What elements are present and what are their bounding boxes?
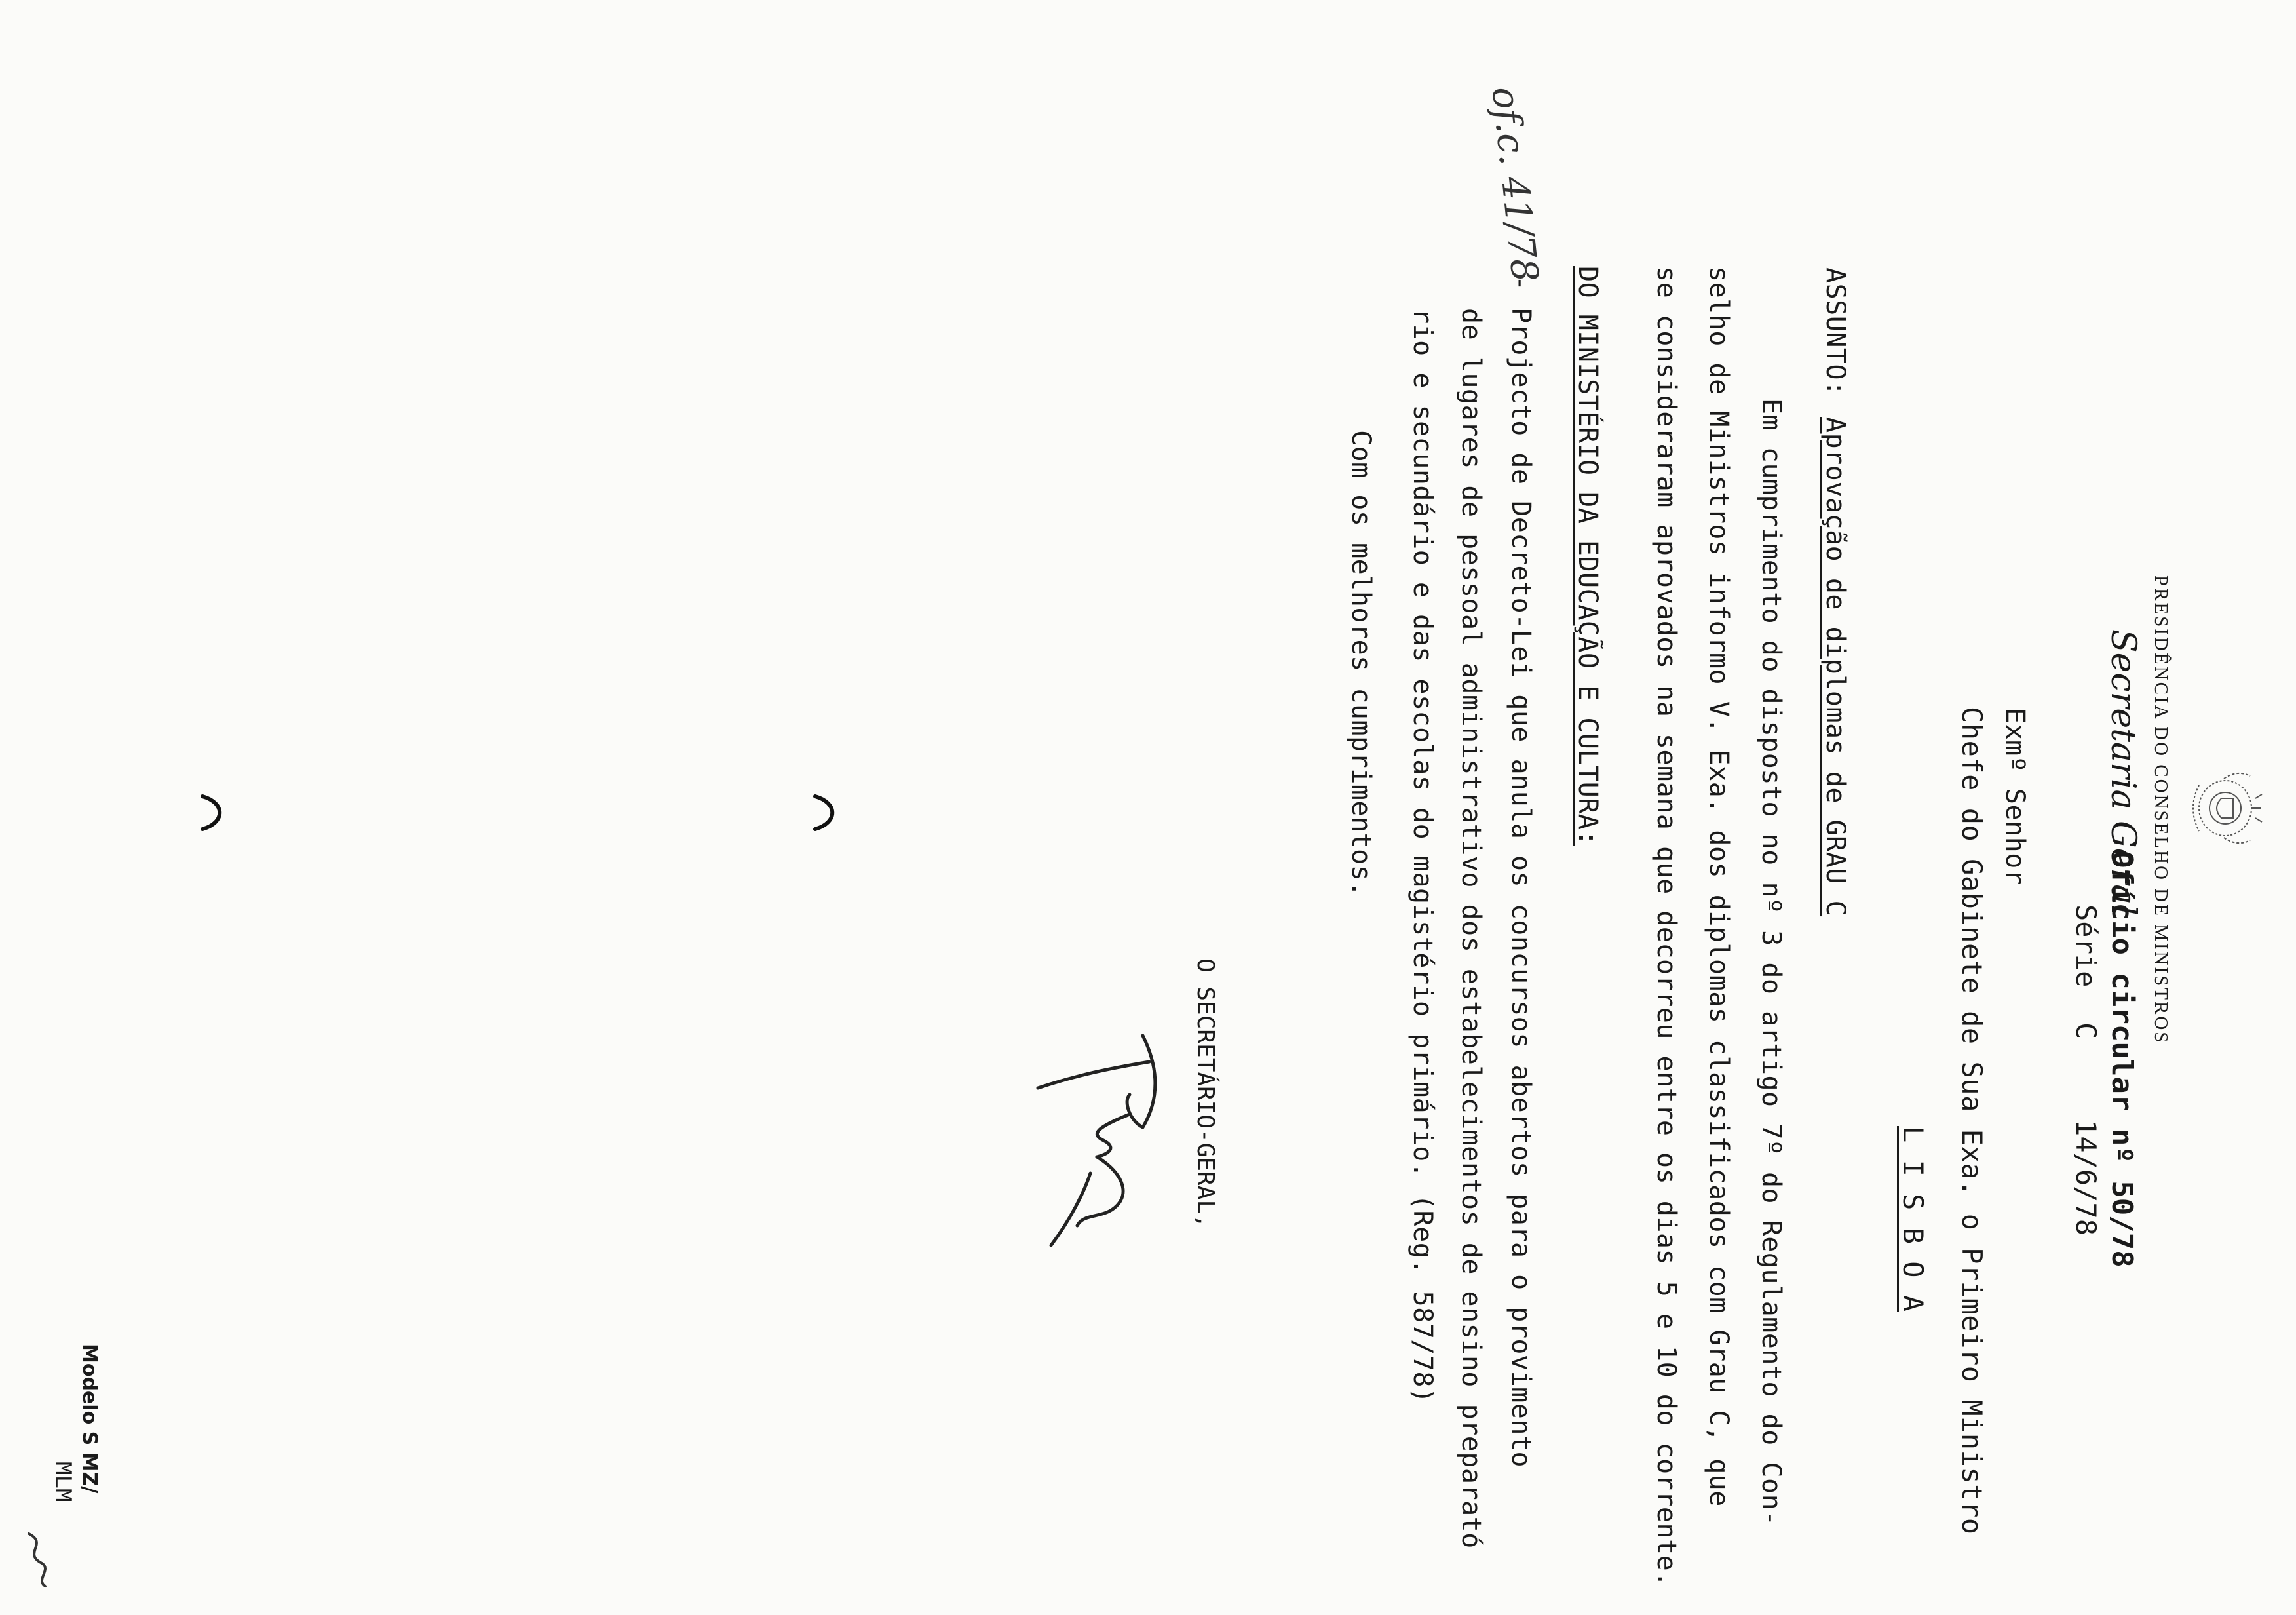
margin-scribble [9,1527,62,1593]
handwritten-signature [1025,1022,1169,1258]
salutation: Exmº Senhor [2000,708,2030,885]
coat-of-arms-emblem [2185,759,2270,857]
department-name: Secretaria Geral [2103,629,2143,916]
ministry-heading: DO MINISTÉRIO DA EDUCAÇÃO E CULTURA: [1573,266,1603,846]
punch-mark-2 [805,790,851,836]
signature-title: O SECRETÁRIO-GERAL, [1192,958,1219,1228]
ministry-item-line-3: rio e secundário e das escolas do magistério primário. (Reg. 587/78) [1407,308,1438,1404]
initials-mark: MLM [50,1462,76,1502]
city: L I S B O A [1897,1126,1929,1312]
body-line-3: se consideraram aprovados na semana que decorreu entre os dias 5 e 10 do corrente. [1651,266,1681,1587]
recipient: Chefe do Gabinete de Sua Exa. o Primeiro Ministro [1956,707,1988,1535]
series-label: Série [2070,905,2102,988]
body-line-1: Em cumprimento do disposto no nº 3 do artigo 7º do Regulamento do Con- [1756,399,1786,1527]
document-date: 14/6/78 [2070,1119,2102,1236]
institution-name: PRESIDÊNCIA DO CONSELHO DE MINISTROS [2151,575,2172,1045]
ministry-item-line-1: - Projecto de Decreto-Lei que anula os concursos abertos para o provimento [1506,275,1536,1468]
circular-number: Ofício circular nº 50/78 [2105,851,2139,1268]
closing: Com os melhores cumprimentos. [1346,430,1376,897]
ministry-item-line-2: de lugares de pessoal administrativo dos estabelecimentos de ensino preparató [1456,308,1486,1549]
series-value: C [2070,1022,2102,1040]
handwritten-annotation: of.c. 41/78 [1483,85,1546,284]
subject-label: ASSUNTO: [1820,267,1850,397]
body-line-2: selho de Ministros informo V. Exa. dos diplomas classificados com Grau C, que [1704,266,1734,1507]
punch-mark-1 [193,790,239,836]
subject-text: Aprovação de diplomas de GRAU C [1820,417,1850,917]
form-model-label: Modelo S MZ/ [78,1344,101,1494]
